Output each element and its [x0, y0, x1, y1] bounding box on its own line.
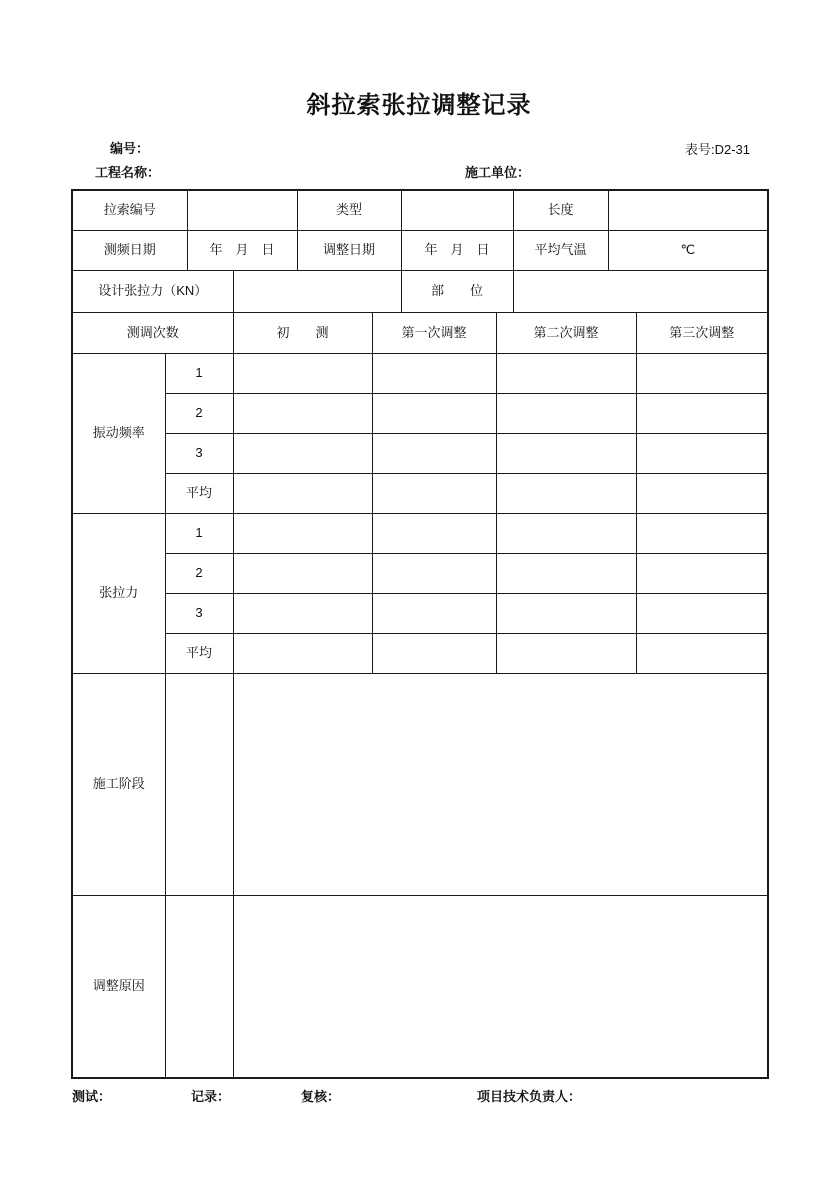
header-adjust-2: 第二次调整: [496, 312, 636, 353]
freq-row-2-label: 2: [165, 393, 233, 433]
tension-2-adjust2[interactable]: [496, 553, 636, 593]
freq-row-3-label: 3: [165, 433, 233, 473]
stage-content[interactable]: [233, 673, 768, 895]
reason-label: 调整原因: [72, 895, 165, 1078]
freq-1-adjust2[interactable]: [496, 353, 636, 393]
freq-1-adjust1[interactable]: [372, 353, 496, 393]
tension-row-3: [72, 593, 768, 633]
vibration-freq-label: 振动频率: [72, 353, 165, 513]
freq-date-label: 测频日期: [72, 230, 187, 270]
freq-row-3: [72, 433, 768, 473]
tension-avg-initial[interactable]: [233, 633, 372, 673]
review-signature-label: 复核：: [301, 1089, 341, 1104]
tension-row-1-label: 1: [165, 513, 233, 553]
tension-row-2: [72, 553, 768, 593]
freq-avg-adjust1[interactable]: [372, 473, 496, 513]
freq-2-adjust1[interactable]: [372, 393, 496, 433]
adjust-date-label: 调整日期: [297, 230, 401, 270]
table-header-row: [72, 312, 768, 353]
page-title: 斜拉索张拉调整记录: [306, 92, 532, 119]
header-adjust-3: 第三次调整: [636, 312, 768, 353]
reason-sub-cell[interactable]: [165, 895, 233, 1078]
freq-2-adjust3[interactable]: [636, 393, 768, 433]
freq-2-initial[interactable]: [233, 393, 372, 433]
reason-content[interactable]: [233, 895, 768, 1078]
stage-sub-cell[interactable]: [165, 673, 233, 895]
tension-row-2-label: 2: [165, 553, 233, 593]
length-value[interactable]: [608, 190, 768, 230]
freq-avg-adjust3[interactable]: [636, 473, 768, 513]
tension-avg-adjust3[interactable]: [636, 633, 768, 673]
tension-avg-adjust2[interactable]: [496, 633, 636, 673]
record-signature-label: 记录：: [191, 1089, 231, 1104]
tension-3-adjust2[interactable]: [496, 593, 636, 633]
tension-1-adjust2[interactable]: [496, 513, 636, 553]
header-survey-times: 测调次数: [72, 312, 233, 353]
cable-number-label: 拉索编号: [72, 190, 187, 230]
table-row: [72, 230, 768, 270]
table-row: [72, 190, 768, 230]
cable-number-value[interactable]: [187, 190, 297, 230]
tension-1-initial[interactable]: [233, 513, 372, 553]
type-value[interactable]: [401, 190, 513, 230]
design-tension-value[interactable]: [233, 270, 401, 312]
freq-avg-initial[interactable]: [233, 473, 372, 513]
tension-3-adjust3[interactable]: [636, 593, 768, 633]
test-signature-label: 测试：: [72, 1089, 112, 1104]
freq-row-2: [72, 393, 768, 433]
table-row: [72, 270, 768, 312]
form-number: 表号:D2-31: [685, 142, 751, 157]
stage-label: 施工阶段: [72, 673, 165, 895]
header-initial: 初 测: [233, 312, 372, 353]
tension-force-label: 张拉力: [72, 513, 165, 673]
freq-row-avg-label: 平均: [165, 473, 233, 513]
design-tension-label: 设计张拉力（KN）: [72, 270, 233, 312]
adjust-date-value[interactable]: 年 月 日: [401, 230, 513, 270]
tension-2-adjust3[interactable]: [636, 553, 768, 593]
freq-row-1: [72, 353, 768, 393]
freq-3-adjust1[interactable]: [372, 433, 496, 473]
tension-row-3-label: 3: [165, 593, 233, 633]
avg-temp-value[interactable]: ℃: [608, 230, 768, 270]
freq-date-value[interactable]: 年 月 日: [187, 230, 297, 270]
reason-row: [72, 895, 768, 1078]
freq-2-adjust2[interactable]: [496, 393, 636, 433]
freq-row-1-label: 1: [165, 353, 233, 393]
tension-2-adjust1[interactable]: [372, 553, 496, 593]
type-label: 类型: [297, 190, 401, 230]
freq-3-initial[interactable]: [233, 433, 372, 473]
freq-row-avg: [72, 473, 768, 513]
doc-number-label: 编号：: [110, 141, 150, 156]
tech-lead-signature-label: 项目技术负责人：: [477, 1089, 582, 1104]
tension-1-adjust1[interactable]: [372, 513, 496, 553]
stage-row: [72, 673, 768, 895]
freq-1-adjust3[interactable]: [636, 353, 768, 393]
tension-row-avg-label: 平均: [165, 633, 233, 673]
project-name-label: 工程名称：: [95, 165, 161, 180]
freq-3-adjust2[interactable]: [496, 433, 636, 473]
position-label: 部 位: [401, 270, 513, 312]
tension-avg-adjust1[interactable]: [372, 633, 496, 673]
length-label: 长度: [513, 190, 608, 230]
tension-3-initial[interactable]: [233, 593, 372, 633]
construction-unit-label: 施工单位：: [465, 165, 531, 180]
avg-temp-label: 平均气温: [513, 230, 608, 270]
tension-1-adjust3[interactable]: [636, 513, 768, 553]
tension-row-1: [72, 513, 768, 553]
freq-1-initial[interactable]: [233, 353, 372, 393]
header-adjust-1: 第一次调整: [372, 312, 496, 353]
tension-2-initial[interactable]: [233, 553, 372, 593]
position-value[interactable]: [513, 270, 768, 312]
freq-3-adjust3[interactable]: [636, 433, 768, 473]
freq-avg-adjust2[interactable]: [496, 473, 636, 513]
tension-row-avg: [72, 633, 768, 673]
tension-3-adjust1[interactable]: [372, 593, 496, 633]
record-table: [71, 189, 769, 1079]
